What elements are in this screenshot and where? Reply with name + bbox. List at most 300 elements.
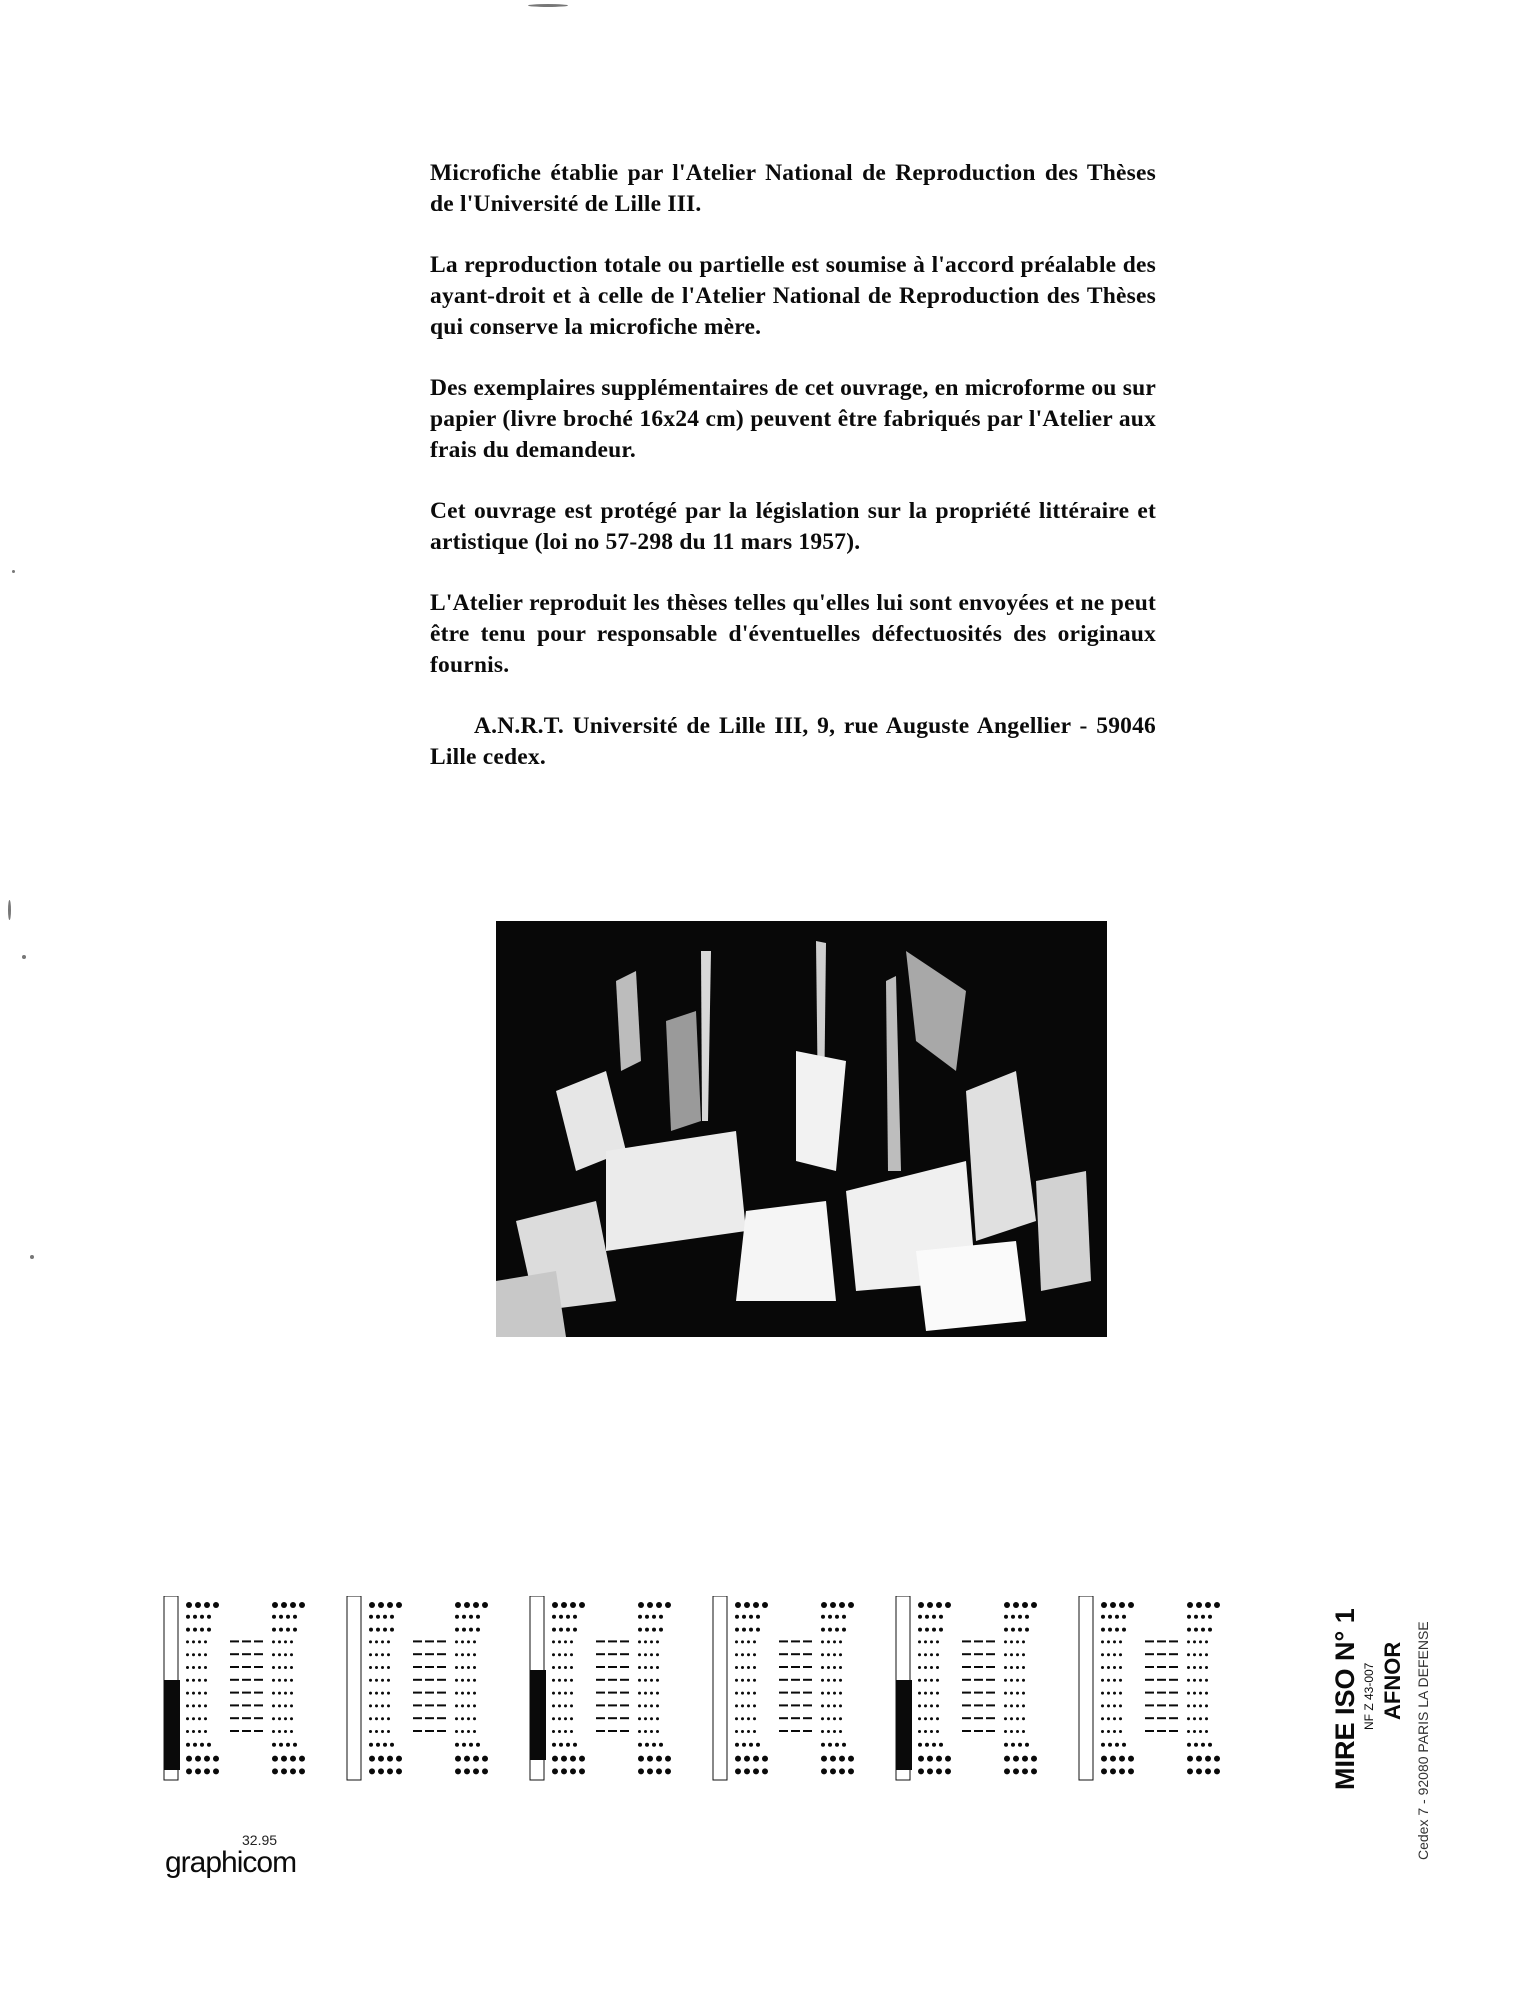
pattern-dot (1004, 1730, 1007, 1733)
pattern-dot (564, 1653, 567, 1656)
pattern-dot (827, 1717, 830, 1720)
pattern-dot (381, 1717, 384, 1720)
pattern-dot (204, 1653, 207, 1656)
pattern-dot (1193, 1666, 1196, 1669)
graphicom-brand: graphicom (165, 1846, 297, 1879)
pattern-dot (207, 1743, 211, 1747)
pattern-line (254, 1717, 263, 1719)
pattern-dot (279, 1743, 283, 1747)
pattern-dot (369, 1653, 372, 1656)
pattern-dot (1004, 1704, 1007, 1707)
pattern-dot (558, 1704, 561, 1707)
pattern-dot (1196, 1756, 1202, 1762)
pattern-dot (272, 1653, 275, 1656)
pattern-dot (647, 1768, 653, 1774)
pattern-dot (638, 1640, 641, 1643)
pattern-dot (290, 1768, 296, 1774)
pattern-dot (924, 1653, 927, 1656)
pattern-dot (455, 1768, 461, 1774)
pattern-dot (272, 1679, 275, 1682)
pattern-dot (552, 1743, 556, 1747)
pattern-dot (1101, 1666, 1104, 1669)
pattern-line (242, 1640, 251, 1642)
pattern-dot (756, 1628, 760, 1632)
pattern-dot (387, 1768, 393, 1774)
pattern-dot (558, 1640, 561, 1643)
pattern-dot (753, 1704, 756, 1707)
pattern-dot (821, 1628, 825, 1632)
pattern-dot (293, 1743, 297, 1747)
pattern-dot (936, 1704, 939, 1707)
scan-speck (30, 1255, 34, 1259)
pattern-line (1145, 1640, 1154, 1642)
pattern-dot (558, 1679, 561, 1682)
pattern-line (437, 1717, 446, 1719)
pattern-dot (1022, 1768, 1028, 1774)
pattern-line (437, 1704, 446, 1706)
pattern-dot (369, 1615, 373, 1619)
pattern-dot (918, 1628, 922, 1632)
pattern-dot (1187, 1756, 1193, 1762)
pattern-dot (1113, 1730, 1116, 1733)
pattern-dot (390, 1615, 394, 1619)
pattern-dot (839, 1602, 845, 1608)
pattern-dot (827, 1666, 830, 1669)
pattern-dot (1107, 1640, 1110, 1643)
pattern-dot (1205, 1756, 1211, 1762)
pattern-dot (378, 1756, 384, 1762)
pattern-dot (387, 1730, 390, 1733)
pattern-dot (1010, 1666, 1013, 1669)
pattern-dot (561, 1768, 567, 1774)
pattern-dot (753, 1692, 756, 1695)
pattern-dot (559, 1743, 563, 1747)
pattern-dot (747, 1666, 750, 1669)
pattern-line (254, 1704, 263, 1706)
pattern-dot (375, 1653, 378, 1656)
pattern-dot (835, 1615, 839, 1619)
pattern-dot (644, 1666, 647, 1669)
pattern-dot (369, 1640, 372, 1643)
pattern-dot (927, 1602, 933, 1608)
pattern-dot (186, 1717, 189, 1720)
pattern-dot (186, 1653, 189, 1656)
pattern-dot (656, 1717, 659, 1720)
pattern-line (413, 1653, 422, 1655)
pattern-dot (198, 1679, 201, 1682)
pattern-dot (387, 1679, 390, 1682)
pattern-dot (1004, 1615, 1008, 1619)
pattern-dot (396, 1756, 402, 1762)
pattern-line (974, 1704, 983, 1706)
pattern-dot (638, 1743, 642, 1747)
pattern-dot (656, 1730, 659, 1733)
pattern-dot (387, 1756, 393, 1762)
pattern-dot (570, 1756, 576, 1762)
pattern-line (425, 1653, 434, 1655)
scale-strip (1079, 1596, 1093, 1780)
pattern-dot (1193, 1692, 1196, 1695)
pattern-dot (650, 1704, 653, 1707)
pattern-line (230, 1640, 239, 1642)
pattern-line (242, 1653, 251, 1655)
pattern-dot (918, 1640, 921, 1643)
pattern-dot (830, 1756, 836, 1762)
pattern-dot (735, 1730, 738, 1733)
pattern-dot (552, 1717, 555, 1720)
pattern-dot (924, 1730, 927, 1733)
pattern-dot (735, 1666, 738, 1669)
pattern-dot (290, 1704, 293, 1707)
pattern-line (620, 1640, 629, 1642)
pattern-dot (186, 1666, 189, 1669)
pattern-line (1157, 1717, 1166, 1719)
pattern-line (596, 1653, 605, 1655)
pattern-dot (281, 1768, 287, 1774)
pattern-line (425, 1666, 434, 1668)
pattern-dot (647, 1756, 653, 1762)
pattern-dot (1113, 1679, 1116, 1682)
pattern-dot (924, 1692, 927, 1695)
pattern-line (986, 1679, 995, 1681)
pattern-dot (644, 1640, 647, 1643)
pattern-line (1157, 1640, 1166, 1642)
pattern-dot (1010, 1704, 1013, 1707)
pattern-dot (1199, 1730, 1202, 1733)
pattern-line (1145, 1653, 1154, 1655)
pattern-dot (558, 1653, 561, 1656)
pattern-dot (645, 1628, 649, 1632)
pattern-dot (369, 1628, 373, 1632)
pattern-dot (1128, 1602, 1134, 1608)
pattern-dot (821, 1756, 827, 1762)
anrt-address: A.N.R.T. Université de Lille III, 9, rue Auguste Angellier - 59046 Lille cedex. (430, 713, 1156, 770)
pattern-line (620, 1679, 629, 1681)
afnor-address: Cedex 7 - 92080 PARIS LA DEFENSE (1415, 1621, 1431, 1860)
pattern-dot (1187, 1653, 1190, 1656)
pattern-dot (1208, 1743, 1212, 1747)
pattern-dot (369, 1768, 375, 1774)
pattern-dot (473, 1730, 476, 1733)
pattern-dot (1025, 1615, 1029, 1619)
pattern-dot (918, 1768, 924, 1774)
pattern-dot (656, 1653, 659, 1656)
pattern-dot (455, 1679, 458, 1682)
pattern-dot (839, 1704, 842, 1707)
pattern-line (437, 1692, 446, 1694)
pattern-dot (570, 1717, 573, 1720)
pattern-dot (381, 1640, 384, 1643)
pattern-dot (1193, 1640, 1196, 1643)
pattern-line (1157, 1666, 1166, 1668)
pattern-dot (1101, 1730, 1104, 1733)
pattern-dot (195, 1768, 201, 1774)
pattern-dot (638, 1704, 641, 1707)
pattern-line (986, 1653, 995, 1655)
pattern-dot (650, 1717, 653, 1720)
pattern-line (620, 1692, 629, 1694)
pattern-dot (924, 1666, 927, 1669)
pattern-dot (278, 1730, 281, 1733)
pattern-line (596, 1730, 605, 1732)
pattern-dot (839, 1756, 845, 1762)
pattern-dot (461, 1692, 464, 1695)
scan-speck (22, 955, 26, 959)
pattern-dot (1194, 1743, 1198, 1747)
pattern-dot (1004, 1743, 1008, 1747)
pattern-dot (930, 1666, 933, 1669)
pattern-dot (579, 1768, 585, 1774)
pattern-dot (638, 1628, 642, 1632)
pattern-dot (1016, 1653, 1019, 1656)
pattern-line (413, 1640, 422, 1642)
pattern-dot (659, 1743, 663, 1747)
pattern-dot (207, 1628, 211, 1632)
pattern-dot (1119, 1679, 1122, 1682)
pattern-dot (930, 1653, 933, 1656)
pattern-dot (735, 1628, 739, 1632)
pattern-line (596, 1717, 605, 1719)
pattern-dot (278, 1666, 281, 1669)
pattern-dot (756, 1615, 760, 1619)
pattern-dot (1205, 1666, 1208, 1669)
pattern-dot (650, 1692, 653, 1695)
pattern-dot (469, 1615, 473, 1619)
pattern-line (779, 1730, 788, 1732)
pattern-dot (1115, 1615, 1119, 1619)
pattern-dot (1199, 1666, 1202, 1669)
pattern-dot (1013, 1602, 1019, 1608)
pattern-dot (644, 1704, 647, 1707)
pattern-dot (1199, 1717, 1202, 1720)
pattern-dot (476, 1615, 480, 1619)
pattern-dot (925, 1628, 929, 1632)
pattern-dot (1113, 1666, 1116, 1669)
pattern-line (962, 1717, 971, 1719)
pattern-dot (924, 1640, 927, 1643)
graphicom-code: 32.95 (242, 1832, 278, 1848)
pattern-dot (193, 1743, 197, 1747)
pattern-dot (461, 1640, 464, 1643)
pattern-line (779, 1640, 788, 1642)
pattern-dot (369, 1717, 372, 1720)
pattern-dot (650, 1640, 653, 1643)
pattern-dot (644, 1679, 647, 1682)
pattern-dot (579, 1602, 585, 1608)
pattern-dot (1205, 1653, 1208, 1656)
pattern-dot (272, 1704, 275, 1707)
graphicom-logo (165, 1832, 325, 1892)
pattern-dot (833, 1717, 836, 1720)
pattern-dot (1031, 1756, 1037, 1762)
pattern-dot (753, 1756, 759, 1762)
pattern-dot (552, 1628, 556, 1632)
pattern-dot (645, 1743, 649, 1747)
pattern-dot (369, 1756, 375, 1762)
pattern-dot (1101, 1768, 1107, 1774)
pattern-dot (552, 1602, 558, 1608)
pattern-dot (656, 1692, 659, 1695)
pattern-dot (198, 1692, 201, 1695)
pattern-dot (552, 1692, 555, 1695)
pattern-dot (744, 1768, 750, 1774)
pattern-dot (828, 1743, 832, 1747)
pattern-dot (290, 1756, 296, 1762)
pattern-line (230, 1692, 239, 1694)
mire-title: MIRE ISO N° 1 (1330, 1608, 1360, 1790)
scale-strip (347, 1596, 361, 1780)
pattern-line (803, 1640, 812, 1642)
pattern-dot (1201, 1615, 1205, 1619)
pattern-dot (1107, 1704, 1110, 1707)
pattern-dot (387, 1704, 390, 1707)
pattern-dot (1187, 1679, 1190, 1682)
pattern-dot (381, 1704, 384, 1707)
pattern-dot (375, 1666, 378, 1669)
pattern-dot (1022, 1692, 1025, 1695)
pattern-dot (467, 1640, 470, 1643)
pattern-line (791, 1704, 800, 1706)
pattern-dot (1208, 1615, 1212, 1619)
pattern-dot (369, 1666, 372, 1669)
pattern-dot (656, 1666, 659, 1669)
pattern-dot (396, 1768, 402, 1774)
pattern-dot (299, 1602, 305, 1608)
pattern-dot (839, 1653, 842, 1656)
pattern-dot (1016, 1666, 1019, 1669)
pattern-line (803, 1653, 812, 1655)
pattern-dot (281, 1602, 287, 1608)
pattern-dot (1193, 1704, 1196, 1707)
pattern-dot (742, 1628, 746, 1632)
pattern-line (803, 1692, 812, 1694)
pattern-dot (1022, 1666, 1025, 1669)
pattern-dot (741, 1640, 744, 1643)
pattern-dot (455, 1692, 458, 1695)
pattern-dot (742, 1743, 746, 1747)
pattern-dot (290, 1653, 293, 1656)
pattern-line (791, 1679, 800, 1681)
pattern-dot (1187, 1602, 1193, 1608)
pattern-line (974, 1717, 983, 1719)
pattern-dot (552, 1768, 558, 1774)
pattern-dot (918, 1666, 921, 1669)
pattern-dot (284, 1717, 287, 1720)
pattern-dot (552, 1640, 555, 1643)
pattern-dot (735, 1743, 739, 1747)
pattern-dot (198, 1666, 201, 1669)
pattern-line (230, 1679, 239, 1681)
pattern-dot (1119, 1704, 1122, 1707)
pattern-dot (272, 1615, 276, 1619)
pattern-dot (749, 1628, 753, 1632)
pattern-dot (573, 1628, 577, 1632)
pattern-dot (1025, 1743, 1029, 1747)
pattern-dot (383, 1628, 387, 1632)
pattern-dot (396, 1602, 402, 1608)
pattern-line (803, 1730, 812, 1732)
pattern-dot (742, 1615, 746, 1619)
pattern-dot (918, 1743, 922, 1747)
pattern-dot (638, 1756, 644, 1762)
pattern-dot (186, 1615, 190, 1619)
pattern-dot (848, 1768, 854, 1774)
pattern-dot (390, 1743, 394, 1747)
pattern-line (230, 1717, 239, 1719)
pattern-line (413, 1717, 422, 1719)
pattern-dot (1187, 1615, 1191, 1619)
pattern-dot (932, 1628, 936, 1632)
pattern-line (962, 1704, 971, 1706)
pattern-dot (467, 1717, 470, 1720)
pattern-dot (387, 1717, 390, 1720)
pattern-dot (473, 1717, 476, 1720)
pattern-dot (1199, 1704, 1202, 1707)
pattern-dot (469, 1743, 473, 1747)
pattern-dot (645, 1615, 649, 1619)
pattern-dot (1187, 1666, 1190, 1669)
pattern-dot (213, 1602, 219, 1608)
pattern-dot (735, 1602, 741, 1608)
pattern-dot (930, 1730, 933, 1733)
pattern-dot (1199, 1679, 1202, 1682)
pattern-dot (390, 1628, 394, 1632)
pattern-line (413, 1730, 422, 1732)
pattern-dot (272, 1717, 275, 1720)
pattern-dot (376, 1743, 380, 1747)
pattern-line (242, 1666, 251, 1668)
pattern-dot (573, 1615, 577, 1619)
pattern-dot (381, 1692, 384, 1695)
pattern-dot (573, 1743, 577, 1747)
pattern-line (974, 1640, 983, 1642)
pattern-dot (558, 1666, 561, 1669)
pattern-dot (192, 1666, 195, 1669)
pattern-dot (1108, 1615, 1112, 1619)
pattern-dot (461, 1717, 464, 1720)
pattern-dot (482, 1768, 488, 1774)
pattern-dot (1101, 1615, 1105, 1619)
pattern-dot (918, 1730, 921, 1733)
pattern-dot (833, 1692, 836, 1695)
pattern-dot (369, 1704, 372, 1707)
pattern-dot (930, 1679, 933, 1682)
pattern-line (230, 1704, 239, 1706)
pattern-dot (650, 1730, 653, 1733)
pattern-dot (1115, 1743, 1119, 1747)
pattern-dot (473, 1640, 476, 1643)
pattern-dot (204, 1692, 207, 1695)
pattern-dot (482, 1756, 488, 1762)
pattern-dot (186, 1602, 192, 1608)
pattern-dot (936, 1692, 939, 1695)
pattern-dot (561, 1602, 567, 1608)
pattern-dot (638, 1730, 641, 1733)
pattern-dot (656, 1640, 659, 1643)
pattern-dot (559, 1615, 563, 1619)
pattern-dot (848, 1602, 854, 1608)
pattern-dot (290, 1679, 293, 1682)
pattern-dot (1201, 1628, 1205, 1632)
pattern-dot (644, 1717, 647, 1720)
pattern-dot (467, 1692, 470, 1695)
pattern-dot (1004, 1756, 1010, 1762)
pattern-dot (827, 1704, 830, 1707)
pattern-dot (558, 1730, 561, 1733)
pattern-dot (1010, 1653, 1013, 1656)
pattern-dot (461, 1653, 464, 1656)
pattern-dot (741, 1666, 744, 1669)
